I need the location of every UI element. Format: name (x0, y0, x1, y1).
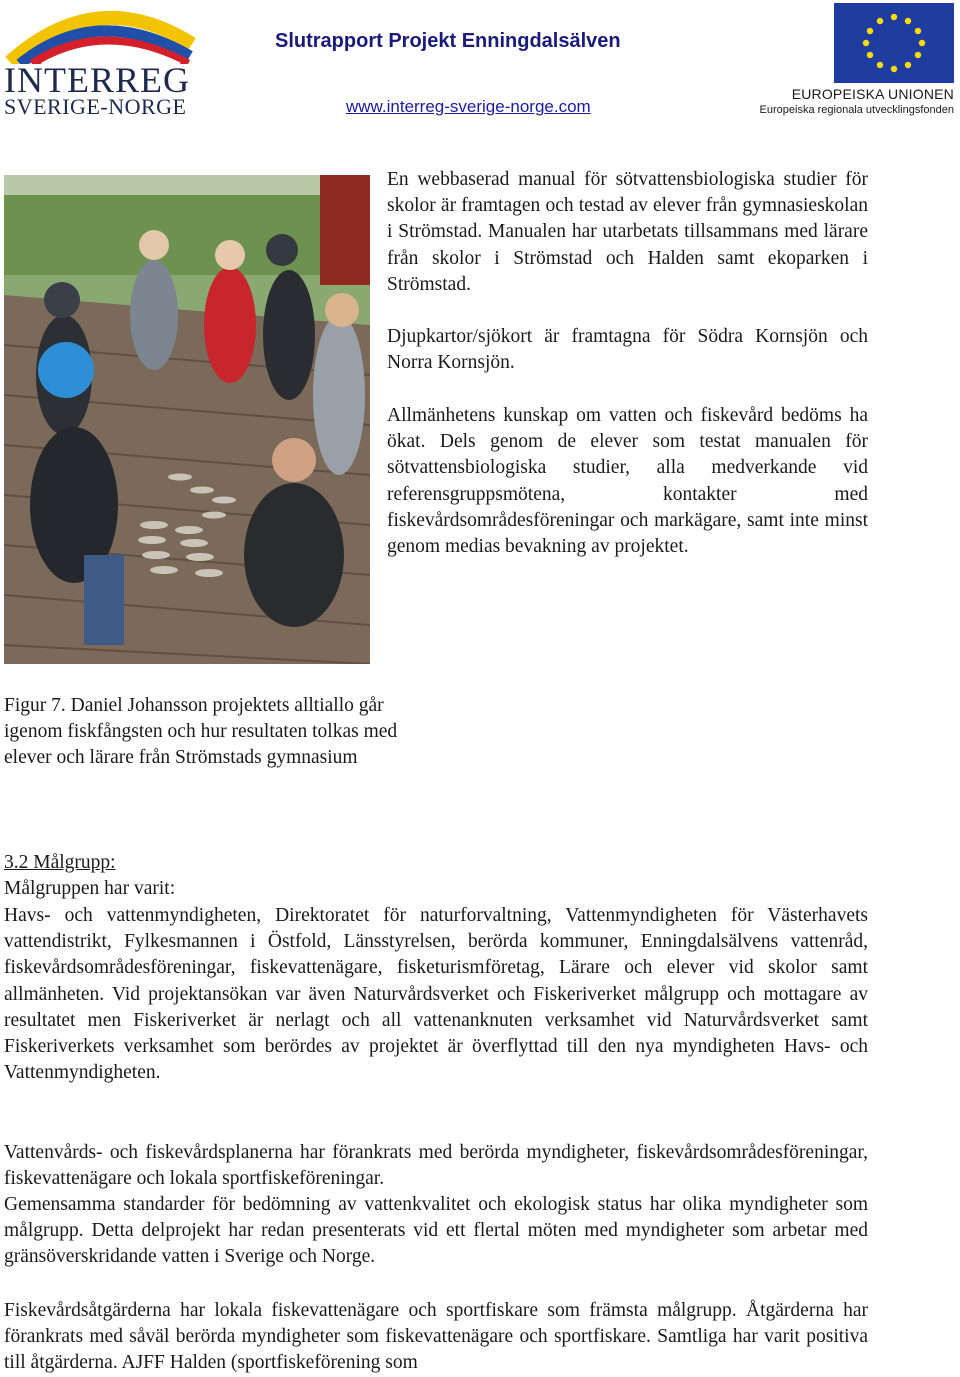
interreg-arc-icon (2, 4, 197, 64)
paragraph-target-groups: Havs- och vattenmyndigheten, Direktoratet för naturforvaltning, Vattenmyndigheten för Västerhavets vattendistrikt, Fylkesmannen i Östfold, Länsstyrelsen, berörda kommuner, Enningdalsälvens vattenråd, fiskevårdsområdesföreningar, fiskevattenägare, fisketurismföretag, Lärare och elever vid skolor samt allmänheten. Vid projektansökan var även Naturvårdsverket och Fiskeriverket målgrupp och mottagare av resultatet men Fiskeriverket är nerlagt och all vattenanknuten verksamhet vid Naturvårdsverket samt Fiskeriverkets verksamhet som berördes av projektet är överflyttad till den nya myndigheten Havs- och Vattenmyndigheten. (4, 905, 868, 1084)
paragraph-measures: Fiskevårdsåtgärderna har lokala fiskevattenägare och sportfiskare som främsta målgrupp. Åtgärderna har förankrats med såväl berörda myndigheter som fiskevattenägare och sportfiskare. Samtliga har varit positiva till åtgärderna. AJFF Halden (sportfiskeförening som (4, 1300, 868, 1374)
interreg-logo (2, 4, 197, 120)
section-heading: 3.2 Målgrupp: (4, 852, 116, 873)
logo-subwordmark: SVERIGE-NORGE (4, 94, 187, 119)
eu-flag-icon (834, 3, 954, 83)
eu-fund-label: Europeiska regionala utvecklingsfonden (759, 104, 954, 116)
paragraph-public-knowledge: Allmänhetens kunskap om vatten och fiskevård bedöms ha ökat. Dels genom de elever som testat manualen för sötvattensbiologiska studier, alla medverkande vid referensgruppsmötena, kontakter med fiskevårdsområdesföreningar och markägare, samt inte minst genom medias bevakning av projektet. (387, 405, 868, 558)
logo-wordmark: INTERREG (4, 60, 190, 100)
page-header (0, 0, 960, 125)
website-link[interactable]: www.interreg-sverige-norge.com (346, 97, 591, 116)
paragraph-plans: Vattenvårds- och fiskevårdsplanerna har förankrats med berörda myndigheter, fiskevårdsområdesföreningar, fiskevattenägare och lokala sportfiskeföreningar. (4, 1142, 868, 1190)
section-subheading: Målgruppen har varit: (4, 878, 176, 899)
paragraph-standards: Gemensamma standarder för bedömning av vattenkvalitet och ekologisk status har olika myndigheter som målgrupp. Detta delprojekt har redan presenterats vid ett flertal möten med myndigheter som arbetar med gränsöverskridande vatten i Sverige och Norge. (4, 1194, 868, 1268)
figure-caption: Figur 7. Daniel Johansson projektets alltiallo går igenom fiskfångsten och hur resultaten tolkas med elever och lärare från Strömstads gymnasium (4, 695, 398, 769)
paragraph-manual: En webbaserad manual för sötvattensbiologiska studier för skolor är framtagen och testad av elever från gymnasieskolan i Strömstad. Manualen har utarbetats tillsammans med lärare från skolor i Strömstad och Halden samt ekoparken i Strömstad. (387, 169, 868, 295)
figure-photo (4, 175, 370, 664)
eu-label: EUROPEISKA UNIONEN (791, 86, 954, 102)
paragraph-depth-maps: Djupkartor/sjökort är framtagna för Södra Kornsjön och Norra Kornsjön. (387, 326, 868, 374)
report-title: Slutrapport Projekt Enningdalsälven (275, 30, 621, 52)
